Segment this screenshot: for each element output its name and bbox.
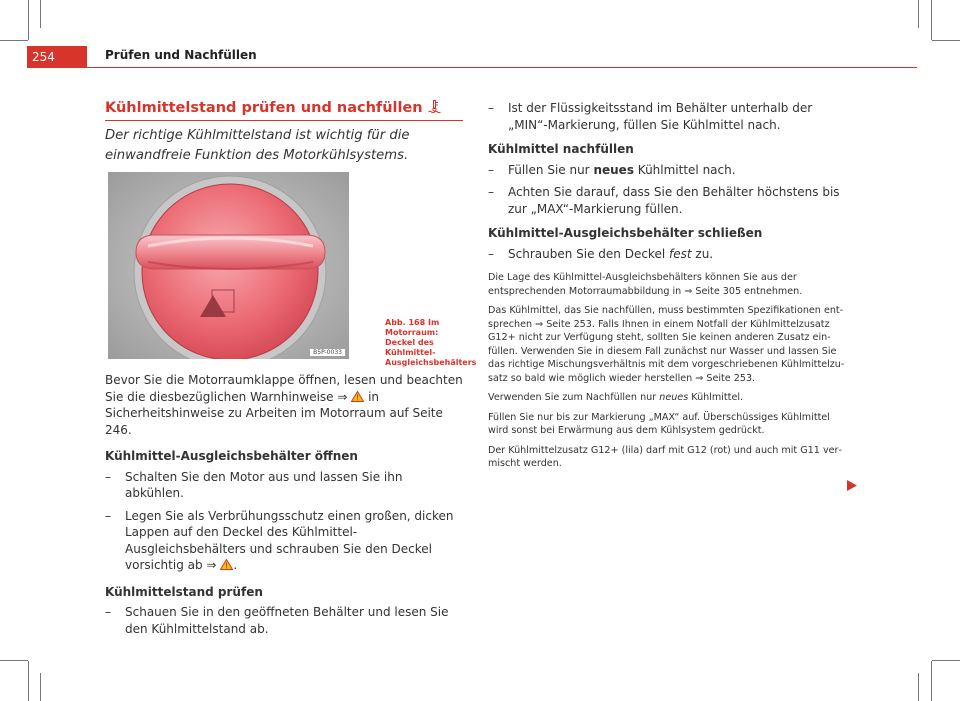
section-title (105, 100, 441, 118)
open-heading: Kühlmittel-Ausgleichsbehälter öffnen (105, 449, 358, 463)
crop-mark (931, 0, 932, 40)
refill-step-2: Achten Sie darauf, dass Sie den Behälter höchstens bis zur „MAX“-Markierung füllen. (508, 185, 840, 216)
dash: – (105, 605, 111, 619)
left-column (105, 372, 465, 637)
note-new-coolant-a: Verwenden Sie zum Nachfüllen nur (488, 392, 657, 403)
crop-mark (918, 673, 919, 701)
note-new-coolant-em: neues (659, 392, 689, 403)
figure-caption-label: Abb. 168 (385, 318, 426, 327)
refill-step-1-a: Füllen Sie nur (508, 162, 590, 177)
warning-icon[interactable] (351, 391, 364, 402)
coolant-cap-illustration (108, 172, 349, 359)
list-item (105, 469, 465, 502)
close-step-1-a: Schrauben Sie den Deckel (508, 246, 666, 261)
close-heading: Kühlmittel-Ausgleichsbehälter schließen (488, 226, 763, 240)
chapter-title: Prüfen und Nachfüllen (105, 48, 257, 62)
continue-arrow-icon (847, 480, 857, 491)
warning-icon[interactable] (220, 559, 233, 570)
crop-mark (28, 0, 29, 40)
dash: – (488, 246, 494, 261)
list-item (488, 100, 848, 133)
dash: – (105, 508, 111, 523)
crop-mark (0, 40, 28, 41)
figure-id: B5P-0033 (310, 349, 345, 356)
open-step-1: Schalten Sie den Motor aus und lassen Sie ihn abkühlen. (125, 469, 403, 500)
safety-paragraph-text: Bevor Sie die Motorraumklappe öffnen, lesen und beachten Sie die diesbezüglichen Warnhinweise ⇒ (105, 373, 463, 404)
check-step-1: Schauen Sie in den geöffneten Behälter und lesen Sie den Kühlmittelstand ab. (125, 605, 449, 636)
note-new-coolant-b: Kühlmittel. (691, 392, 744, 403)
figure-caption (385, 318, 477, 368)
note-max-mark: Füllen Sie nur bis zur Markierung „MAX“ auf. Überschüssiges Kühlmittel wird sonst bei Erwärmung aus dem Kühlsystem gedrückt. (488, 411, 830, 436)
min-step: Ist der Flüssigkeitsstand im Behälter unterhalb der „MIN“-Markierung, füllen Sie Kühlmittel nach. (508, 101, 813, 132)
page-number: 254 (27, 46, 87, 68)
crop-mark (40, 0, 41, 28)
section-title-text: Kühlmittelstand prüfen und nachfüllen (105, 100, 423, 116)
crop-mark (28, 661, 29, 701)
section-intro: Der richtige Kühlmittelstand ist wichtig für die einwandfreie Funktion des Motorkühlsystems. (105, 128, 410, 163)
coolant-cap-photo (108, 172, 349, 359)
safety-paragraph-text-2: in Sicherheitshinweise zu Arbeiten im Motorraum auf Seite 246. (105, 389, 443, 437)
crop-mark (932, 660, 960, 661)
note-location: Die Lage des Kühlmittel-Ausgleichsbehälters können Sie aus der entsprechenden Motorraumabbildung in ⇒ Seite 305 entnehmen. (488, 272, 803, 297)
crop-mark (40, 673, 41, 701)
safety-paragraph (105, 372, 465, 438)
crop-mark (931, 661, 932, 701)
refill-heading: Kühlmittel nachfüllen (488, 142, 634, 156)
dash: – (488, 185, 494, 199)
close-step-1-em: fest (669, 246, 692, 261)
list-item (105, 604, 465, 637)
note-specification: Das Kühlmittel, das Sie nachfüllen, muss bestimmten Spezifikationen entsprechen ⇒ Seite 253. Falls Ihnen in einem Notfall der Kühlmittelzusatz G12+ nicht zur Verfügung steht, sollten Sie keinen anderen Zusatz einfüllen. Verwenden Sie in diesem Fall zunächst nur Wasser und lassen Sie das richtige Mischungsverhältnis mit dem vorgeschriebenen Kühlmittelzusatz so bald wie möglich wieder herstellen ⇒ Seite 253. (488, 305, 845, 384)
note-mixing: Der Kühlmittelzusatz G12+ (lila) darf mit G12 (rot) und auch mit G11 vermischt werden. (488, 444, 842, 469)
list-item (488, 162, 848, 179)
dash: – (488, 162, 494, 177)
check-heading: Kühlmittelstand prüfen (105, 584, 263, 599)
list-item (488, 246, 848, 263)
close-step-1-b: zu. (695, 246, 714, 261)
dash: – (488, 101, 494, 115)
list-item (105, 508, 465, 574)
section-divider (105, 120, 463, 121)
crop-mark (0, 660, 28, 661)
header-divider (87, 67, 917, 68)
list-item (488, 184, 848, 217)
dash: – (105, 469, 111, 484)
note-new-coolant (488, 391, 848, 405)
crop-mark (932, 40, 960, 41)
refill-step-1-b: Kühlmittel nach. (637, 162, 736, 177)
refill-step-1-bold: neues (593, 162, 634, 177)
open-step-2: Legen Sie als Verbrühungsschutz einen großen, dicken Lappen auf den Deckel des Kühlmittel-Ausgleichsbehälters und schrauben Sie den Deckel vorsichtig ab ⇒ (125, 508, 454, 572)
coolant-temperature-icon (428, 100, 441, 118)
figure-caption-text: Im Motorraum: Deckel des Kühlmittel-Ausgleichsbehälters (385, 318, 477, 367)
right-column (488, 100, 848, 471)
crop-mark (918, 0, 919, 28)
open-step-2-end: . (233, 558, 238, 572)
